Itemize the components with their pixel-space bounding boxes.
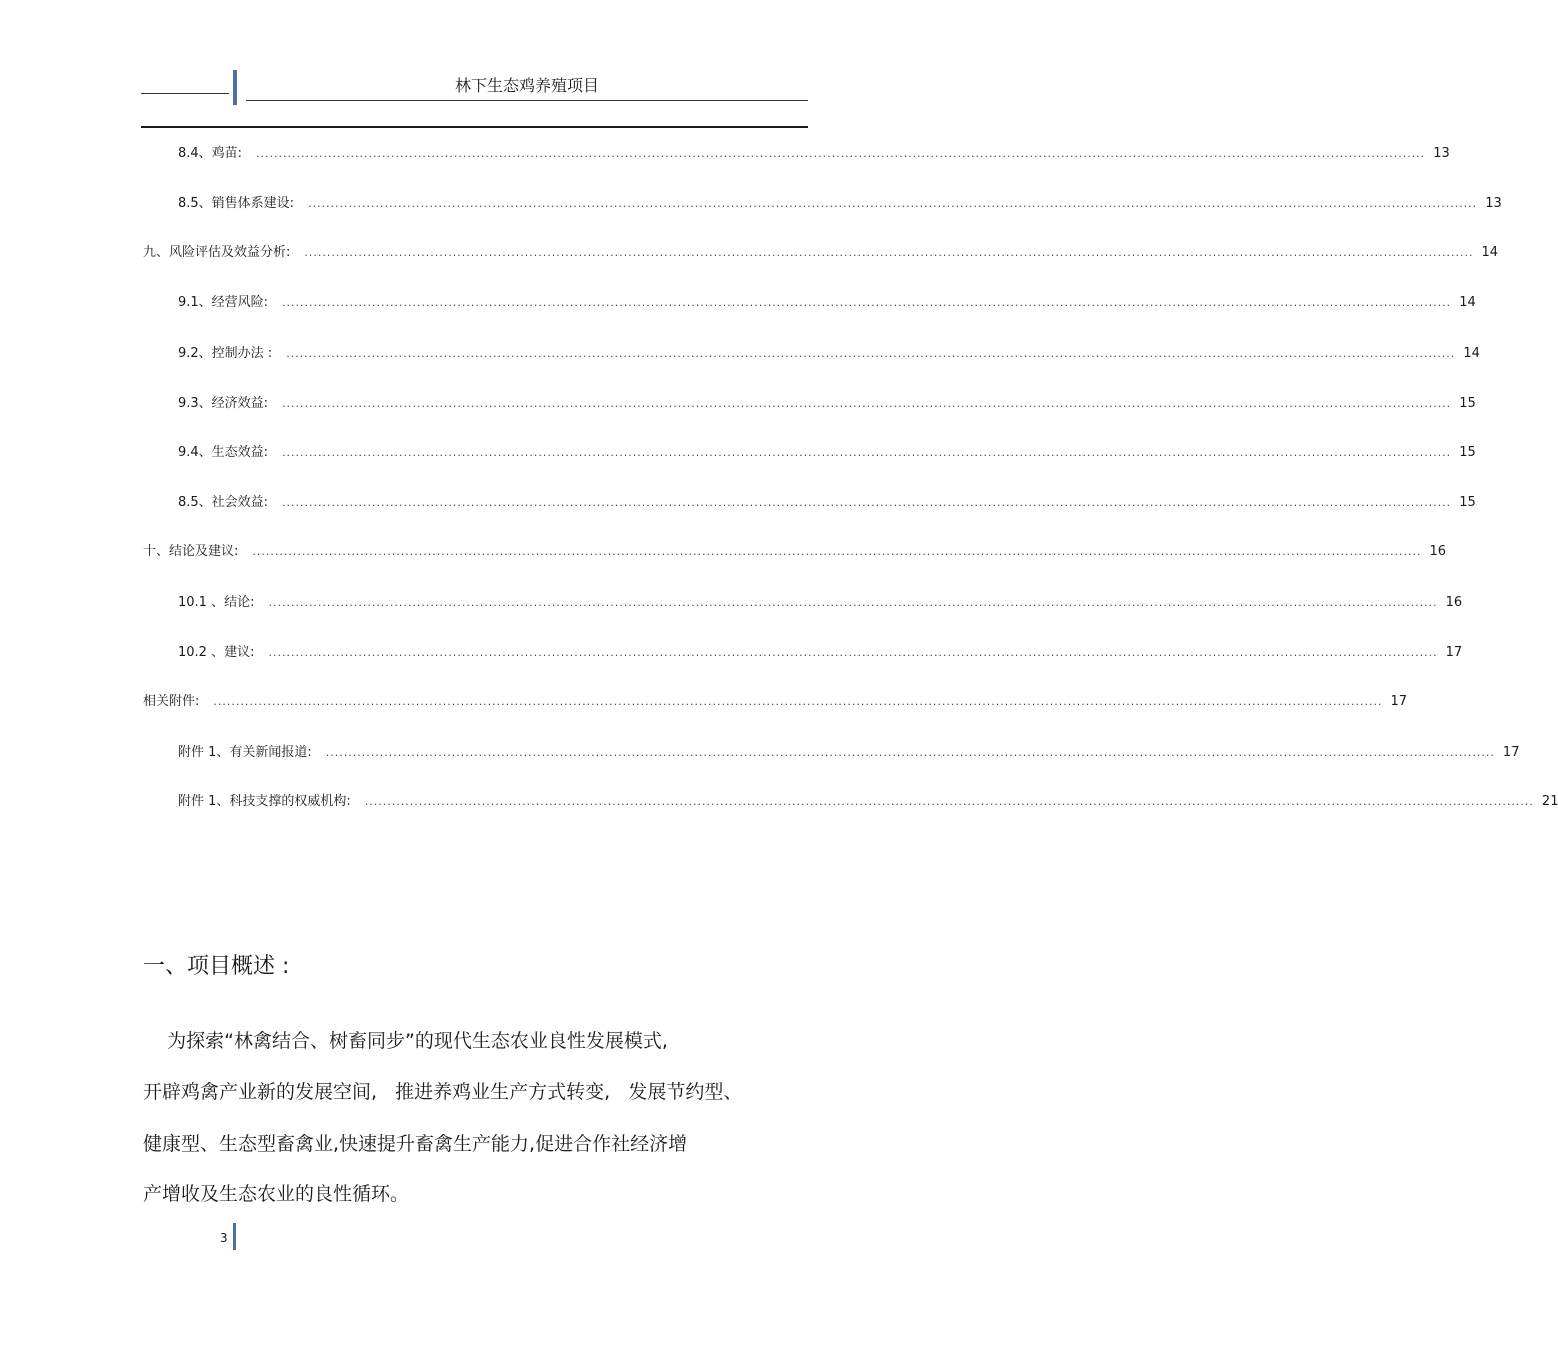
toc-entry[interactable]	[178, 793, 1558, 811]
toc-dot-leader: ....................................................................................................................................................................................................................................................................	[282, 496, 1452, 509]
toc-entry-label: 9.1、经营风险:	[178, 295, 269, 310]
header-title: 林下生态鸡养殖项目	[454, 76, 599, 95]
toc-entry[interactable]	[178, 395, 1476, 413]
toc-dot-leader: ....................................................................................................................................................................................................................................................................	[268, 596, 1438, 609]
toc-entry-page: 13	[1485, 196, 1502, 211]
toc-dot-leader: ....................................................................................................................................................................................................................................................................	[364, 795, 1534, 808]
toc-dot-leader: ....................................................................................................................................................................................................................................................................	[308, 197, 1478, 210]
toc-entry[interactable]	[178, 444, 1476, 462]
toc-entry-page: 14	[1463, 346, 1480, 361]
toc-entry-page: 13	[1433, 146, 1450, 161]
toc-dot-leader: ....................................................................................................................................................................................................................................................................	[286, 347, 1456, 360]
header-accent-bar	[233, 70, 237, 105]
toc-entry-label: 8.4、鸡苗:	[178, 146, 243, 161]
toc-entry-label: 10.1 、结论:	[178, 595, 255, 610]
paragraph-line: 为探索“林禽结合、树畜同步”的现代生态农业良性发展模式,	[143, 1030, 668, 1052]
toc-entry[interactable]	[143, 693, 1408, 711]
toc-entry-page: 15	[1459, 495, 1476, 510]
toc-entry-label: 相关附件:	[143, 694, 200, 709]
toc-dot-leader: ....................................................................................................................................................................................................................................................................	[256, 147, 1426, 160]
toc-entry-label: 9.2、控制办法 :	[178, 346, 273, 361]
header-left-rule	[141, 93, 229, 94]
header-title-underline	[246, 100, 808, 101]
toc-entry-label: 10.2 、建议:	[178, 645, 255, 660]
toc-entry-label: 附件 1、有关新闻报道:	[178, 745, 312, 760]
toc-entry[interactable]	[178, 195, 1502, 213]
toc-dot-leader: ....................................................................................................................................................................................................................................................................	[268, 646, 1438, 659]
toc-entry[interactable]	[178, 594, 1463, 612]
toc-entry-page: 17	[1390, 694, 1408, 709]
toc-entry[interactable]	[143, 543, 1447, 561]
toc-entry[interactable]	[178, 294, 1476, 312]
toc-entry-label: 9.4、生态效益:	[178, 445, 269, 460]
paragraph-line: 开辟鸡禽产业新的发展空间, 推进养鸡业生产方式转变, 发展节约型、	[143, 1081, 743, 1103]
toc-entry[interactable]	[178, 744, 1520, 762]
toc-entry[interactable]	[178, 644, 1463, 662]
toc-dot-leader: ....................................................................................................................................................................................................................................................................	[213, 695, 1383, 708]
paragraph-line: 健康型、生态型畜禽业,快速提升畜禽生产能力,促进合作社经济增	[143, 1133, 688, 1155]
toc-entry-label: 附件 1、科技支撑的权威机构:	[178, 794, 351, 809]
toc-entry-page: 16	[1429, 544, 1447, 559]
page-number: 3	[220, 1231, 228, 1245]
section-title: 一、项目概述 :	[143, 954, 290, 979]
toc-entry-label: 十、结论及建议:	[143, 544, 239, 559]
toc-entry-page: 17	[1502, 745, 1520, 760]
toc-entry-page: 14	[1459, 295, 1476, 310]
footer-accent-bar	[233, 1223, 236, 1250]
toc-entry-page: 16	[1445, 595, 1463, 610]
toc-entry[interactable]	[143, 244, 1499, 262]
toc-dot-leader: ....................................................................................................................................................................................................................................................................	[325, 746, 1495, 759]
toc-dot-leader: ....................................................................................................................................................................................................................................................................	[282, 296, 1452, 309]
toc-entry-label: 8.5、销售体系建设:	[178, 196, 295, 211]
toc-entry-label: 九、风险评估及效益分析:	[143, 245, 291, 260]
toc-entry-page: 15	[1459, 396, 1476, 411]
toc-entry-page: 17	[1445, 645, 1463, 660]
toc-entry-page: 14	[1481, 245, 1499, 260]
toc-dot-leader: ....................................................................................................................................................................................................................................................................	[282, 397, 1452, 410]
toc-dot-leader: ....................................................................................................................................................................................................................................................................	[252, 545, 1422, 558]
toc-entry-page: 15	[1459, 445, 1476, 460]
toc-entry-label: 8.5、社会效益:	[178, 495, 269, 510]
toc-entry[interactable]	[178, 345, 1480, 363]
toc-entry-label: 9.3、经济效益:	[178, 396, 269, 411]
paragraph-line: 产增收及生态农业的良性循环。	[143, 1183, 410, 1205]
toc-entry[interactable]	[178, 145, 1450, 163]
toc-dot-leader: ....................................................................................................................................................................................................................................................................	[282, 446, 1452, 459]
header-divider	[141, 126, 808, 128]
toc-entry-page: 21	[1541, 794, 1558, 809]
toc-entry[interactable]	[178, 494, 1476, 512]
toc-dot-leader: ....................................................................................................................................................................................................................................................................	[304, 246, 1474, 259]
